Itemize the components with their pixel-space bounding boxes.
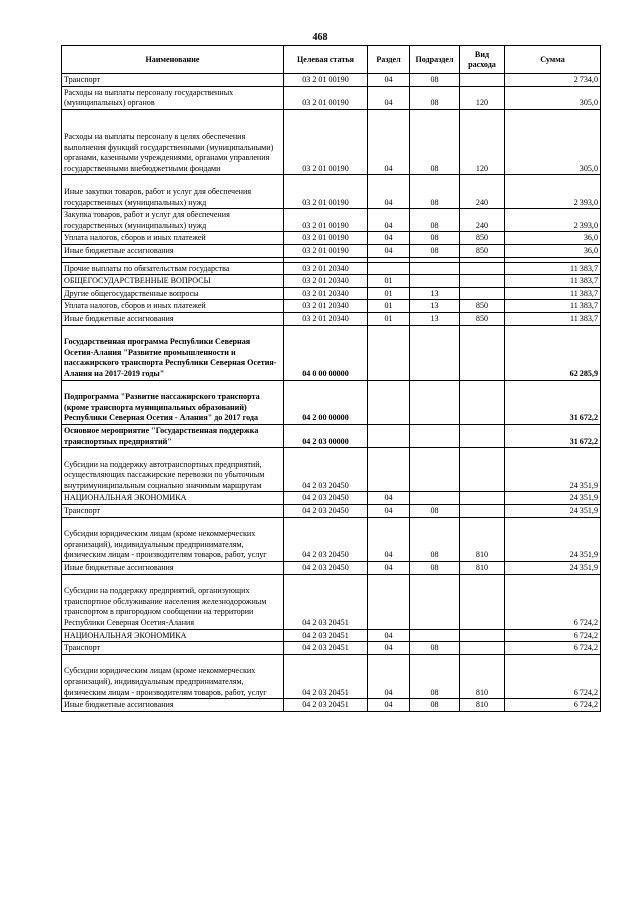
row-sum: 6 724,2 bbox=[505, 642, 601, 655]
row-section bbox=[368, 448, 410, 492]
row-subsection: 08 bbox=[410, 244, 460, 257]
table-row bbox=[62, 574, 601, 629]
row-name: Иные закупки товаров, работ и услуг для обеспечения государственных (муниципальных) нужд bbox=[62, 175, 284, 209]
table-row bbox=[62, 699, 601, 712]
header-expense-type: Вид расхода bbox=[460, 46, 505, 74]
row-target-article: 04 2 03 20450 bbox=[284, 562, 368, 575]
row-section: 04 bbox=[368, 244, 410, 257]
table-row bbox=[62, 74, 601, 87]
row-sum: 62 285,9 bbox=[505, 325, 601, 380]
row-target-article: 03 2 01 00190 bbox=[284, 86, 368, 109]
row-section: 04 bbox=[368, 109, 410, 175]
row-sum: 6 724,2 bbox=[505, 654, 601, 698]
row-subsection: 08 bbox=[410, 209, 460, 232]
table-row bbox=[62, 86, 601, 109]
row-section: 04 bbox=[368, 209, 410, 232]
row-sum: 31 672,2 bbox=[505, 380, 601, 424]
row-sum: 305,0 bbox=[505, 86, 601, 109]
row-expense-type bbox=[460, 424, 505, 447]
row-name: Иные бюджетные ассигнования bbox=[62, 562, 284, 575]
row-subsection: 08 bbox=[410, 654, 460, 698]
row-sum: 2 393,0 bbox=[505, 175, 601, 209]
row-expense-type bbox=[460, 380, 505, 424]
row-target-article: 04 2 03 20451 bbox=[284, 574, 368, 629]
table-row bbox=[62, 300, 601, 313]
table-row bbox=[62, 492, 601, 505]
table-row bbox=[62, 244, 601, 257]
row-subsection bbox=[410, 629, 460, 642]
page-number: 468 bbox=[312, 32, 328, 43]
row-expense-type: 240 bbox=[460, 175, 505, 209]
row-target-article: 03 2 01 20340 bbox=[284, 312, 368, 325]
row-name: Другие общегосударственные вопросы bbox=[62, 287, 284, 300]
header-target-article: Целевая статья bbox=[284, 46, 368, 74]
row-name: Транспорт bbox=[62, 74, 284, 87]
row-section: 01 bbox=[368, 312, 410, 325]
row-subsection: 08 bbox=[410, 699, 460, 712]
row-target-article: 03 2 01 00190 bbox=[284, 175, 368, 209]
row-sum: 24 351,9 bbox=[505, 562, 601, 575]
row-name: Основное мероприятие "Государственная поддержка транспортных предприятий" bbox=[62, 424, 284, 447]
row-name: Субсидии на поддержку предприятий, организующих транспортное обслуживание населения железнодорожным транспортом в пригородном сообщении на территории Республики Северная Осетия-Алания bbox=[62, 574, 284, 629]
row-expense-type bbox=[460, 74, 505, 87]
row-subsection: 08 bbox=[410, 232, 460, 245]
row-name: Субсидии юридическим лицам (кроме некоммерческих организаций), индивидуальным предпринимателям, физическим лицам - производителям товаров, работ, услуг bbox=[62, 654, 284, 698]
row-section bbox=[368, 380, 410, 424]
header-sum: Сумма bbox=[505, 46, 601, 74]
row-name: Субсидии на поддержку автотранспортных предприятий, осуществляющих пассажирские перевозки по убыточным внутримуниципальным социально значимым маршрутам bbox=[62, 448, 284, 492]
row-expense-type bbox=[460, 448, 505, 492]
row-expense-type: 240 bbox=[460, 209, 505, 232]
table-row bbox=[62, 642, 601, 655]
row-target-article: 03 2 01 20340 bbox=[284, 275, 368, 288]
row-name: Расходы на выплаты персоналу государственных (муниципальных) органов bbox=[62, 86, 284, 109]
row-expense-type bbox=[460, 629, 505, 642]
row-subsection: 13 bbox=[410, 287, 460, 300]
table-header-row bbox=[62, 46, 601, 74]
row-section: 04 bbox=[368, 562, 410, 575]
row-name: Транспорт bbox=[62, 642, 284, 655]
row-name: Закупка товаров, работ и услуг для обеспечения государственных (муниципальных) нужд bbox=[62, 209, 284, 232]
row-subsection: 08 bbox=[410, 505, 460, 518]
row-name: Подпрограмма "Развитие пассажирского транспорта (кроме транспорта муниципальных образований) Республики Северная Осетия - Алания" до 2017 года bbox=[62, 380, 284, 424]
row-subsection bbox=[410, 325, 460, 380]
table-row bbox=[62, 325, 601, 380]
row-expense-type bbox=[460, 262, 505, 275]
header-section: Раздел bbox=[368, 46, 410, 74]
row-target-article: 04 2 03 20451 bbox=[284, 629, 368, 642]
row-name: ОБЩЕГОСУДАРСТВЕННЫЕ ВОПРОСЫ bbox=[62, 275, 284, 288]
row-expense-type bbox=[460, 287, 505, 300]
row-expense-type: 850 bbox=[460, 312, 505, 325]
table-row bbox=[62, 629, 601, 642]
row-section bbox=[368, 574, 410, 629]
row-target-article: 04 2 03 20451 bbox=[284, 654, 368, 698]
row-name: Субсидии юридическим лицам (кроме некоммерческих организаций), индивидуальным предпринимателям, физическим лицам - производителям товаров, работ, услуг bbox=[62, 517, 284, 561]
table-row bbox=[62, 312, 601, 325]
row-section: 04 bbox=[368, 699, 410, 712]
row-name: Уплата налогов, сборов и иных платежей bbox=[62, 232, 284, 245]
table-row bbox=[62, 448, 601, 492]
row-sum: 11 383,7 bbox=[505, 275, 601, 288]
row-section: 01 bbox=[368, 275, 410, 288]
row-sum: 24 351,9 bbox=[505, 492, 601, 505]
table-row bbox=[62, 209, 601, 232]
row-name: НАЦИОНАЛЬНАЯ ЭКОНОМИКА bbox=[62, 492, 284, 505]
row-target-article: 03 2 01 00190 bbox=[284, 109, 368, 175]
row-expense-type bbox=[460, 275, 505, 288]
row-subsection: 08 bbox=[410, 642, 460, 655]
table-row bbox=[62, 232, 601, 245]
row-sum: 24 351,9 bbox=[505, 505, 601, 518]
row-sum: 31 672,2 bbox=[505, 424, 601, 447]
row-name: Расходы на выплаты персоналу в целях обеспечения выполнения функций государственными (муниципальными) органами, казенными учреждениями, органами управления государственными внебюджетными фондами bbox=[62, 109, 284, 175]
row-section: 04 bbox=[368, 492, 410, 505]
row-sum: 36,0 bbox=[505, 244, 601, 257]
row-name: Иные бюджетные ассигнования bbox=[62, 312, 284, 325]
row-expense-type bbox=[460, 505, 505, 518]
header-subsection: Подраздел bbox=[410, 46, 460, 74]
row-target-article: 04 2 03 20450 bbox=[284, 505, 368, 518]
row-subsection bbox=[410, 492, 460, 505]
row-name: Государственная программа Республики Северная Осетия-Алания "Развитие промышленности и пассажирского транспорта Республики Северная Осетия-Алания на 2017-2019 годы" bbox=[62, 325, 284, 380]
row-section bbox=[368, 424, 410, 447]
row-section: 04 bbox=[368, 86, 410, 109]
row-target-article: 03 2 01 20340 bbox=[284, 287, 368, 300]
table-row bbox=[62, 517, 601, 561]
row-sum: 24 351,9 bbox=[505, 448, 601, 492]
row-subsection: 08 bbox=[410, 74, 460, 87]
row-target-article: 04 2 03 20451 bbox=[284, 642, 368, 655]
row-subsection bbox=[410, 424, 460, 447]
row-sum: 36,0 bbox=[505, 232, 601, 245]
row-subsection: 08 bbox=[410, 562, 460, 575]
row-target-article: 04 2 03 00000 bbox=[284, 424, 368, 447]
table-row bbox=[62, 505, 601, 518]
row-expense-type bbox=[460, 492, 505, 505]
row-section: 01 bbox=[368, 287, 410, 300]
row-expense-type: 810 bbox=[460, 699, 505, 712]
row-section: 04 bbox=[368, 517, 410, 561]
row-name: Уплата налогов, сборов и иных платежей bbox=[62, 300, 284, 313]
row-section: 04 bbox=[368, 629, 410, 642]
row-sum: 11 383,7 bbox=[505, 312, 601, 325]
table-row bbox=[62, 262, 601, 275]
row-subsection bbox=[410, 380, 460, 424]
row-target-article: 04 2 03 20450 bbox=[284, 492, 368, 505]
row-section bbox=[368, 262, 410, 275]
row-sum: 11 383,7 bbox=[505, 287, 601, 300]
row-expense-type: 120 bbox=[460, 86, 505, 109]
row-expense-type: 850 bbox=[460, 300, 505, 313]
row-section: 04 bbox=[368, 654, 410, 698]
row-subsection bbox=[410, 574, 460, 629]
row-expense-type bbox=[460, 574, 505, 629]
row-subsection: 08 bbox=[410, 109, 460, 175]
row-subsection: 13 bbox=[410, 300, 460, 313]
table-row bbox=[62, 654, 601, 698]
row-target-article: 03 2 01 20340 bbox=[284, 300, 368, 313]
row-name: Иные бюджетные ассигнования bbox=[62, 244, 284, 257]
row-section: 04 bbox=[368, 74, 410, 87]
row-target-article: 04 2 03 20450 bbox=[284, 448, 368, 492]
row-subsection bbox=[410, 262, 460, 275]
row-subsection: 08 bbox=[410, 517, 460, 561]
row-expense-type: 810 bbox=[460, 654, 505, 698]
row-section: 04 bbox=[368, 505, 410, 518]
row-target-article: 03 2 01 00190 bbox=[284, 209, 368, 232]
row-subsection: 08 bbox=[410, 86, 460, 109]
row-section: 01 bbox=[368, 300, 410, 313]
row-expense-type: 810 bbox=[460, 517, 505, 561]
row-expense-type: 850 bbox=[460, 232, 505, 245]
header-name: Наименование bbox=[62, 46, 284, 74]
row-sum: 2 734,0 bbox=[505, 74, 601, 87]
row-subsection bbox=[410, 448, 460, 492]
row-section: 04 bbox=[368, 642, 410, 655]
row-sum: 6 724,2 bbox=[505, 574, 601, 629]
row-name: Транспорт bbox=[62, 505, 284, 518]
row-section: 04 bbox=[368, 175, 410, 209]
row-sum: 11 383,7 bbox=[505, 262, 601, 275]
row-sum: 2 393,0 bbox=[505, 209, 601, 232]
table-row bbox=[62, 424, 601, 447]
row-sum: 6 724,2 bbox=[505, 629, 601, 642]
row-sum: 24 351,9 bbox=[505, 517, 601, 561]
row-target-article: 03 2 01 00190 bbox=[284, 244, 368, 257]
row-subsection bbox=[410, 275, 460, 288]
row-name: Прочие выплаты по обязательствам государства bbox=[62, 262, 284, 275]
row-expense-type: 850 bbox=[460, 244, 505, 257]
row-target-article: 04 0 00 00000 bbox=[284, 325, 368, 380]
budget-table bbox=[61, 45, 601, 712]
row-expense-type: 120 bbox=[460, 109, 505, 175]
row-target-article: 03 2 01 00190 bbox=[284, 74, 368, 87]
table-row bbox=[62, 109, 601, 175]
row-section: 04 bbox=[368, 232, 410, 245]
row-expense-type: 810 bbox=[460, 562, 505, 575]
table-row bbox=[62, 175, 601, 209]
table-row bbox=[62, 380, 601, 424]
row-target-article: 04 2 00 00000 bbox=[284, 380, 368, 424]
row-target-article: 04 2 03 20450 bbox=[284, 517, 368, 561]
row-target-article: 03 2 01 00190 bbox=[284, 232, 368, 245]
row-target-article: 03 2 01 20340 bbox=[284, 262, 368, 275]
row-sum: 6 724,2 bbox=[505, 699, 601, 712]
row-expense-type bbox=[460, 325, 505, 380]
row-name: Иные бюджетные ассигнования bbox=[62, 699, 284, 712]
row-subsection: 08 bbox=[410, 175, 460, 209]
row-expense-type bbox=[460, 642, 505, 655]
row-subsection: 13 bbox=[410, 312, 460, 325]
row-name: НАЦИОНАЛЬНАЯ ЭКОНОМИКА bbox=[62, 629, 284, 642]
row-sum: 11 383,7 bbox=[505, 300, 601, 313]
row-section bbox=[368, 325, 410, 380]
table-row bbox=[62, 562, 601, 575]
row-sum: 305,0 bbox=[505, 109, 601, 175]
table-row bbox=[62, 287, 601, 300]
row-target-article: 04 2 03 20451 bbox=[284, 699, 368, 712]
table-row bbox=[62, 275, 601, 288]
